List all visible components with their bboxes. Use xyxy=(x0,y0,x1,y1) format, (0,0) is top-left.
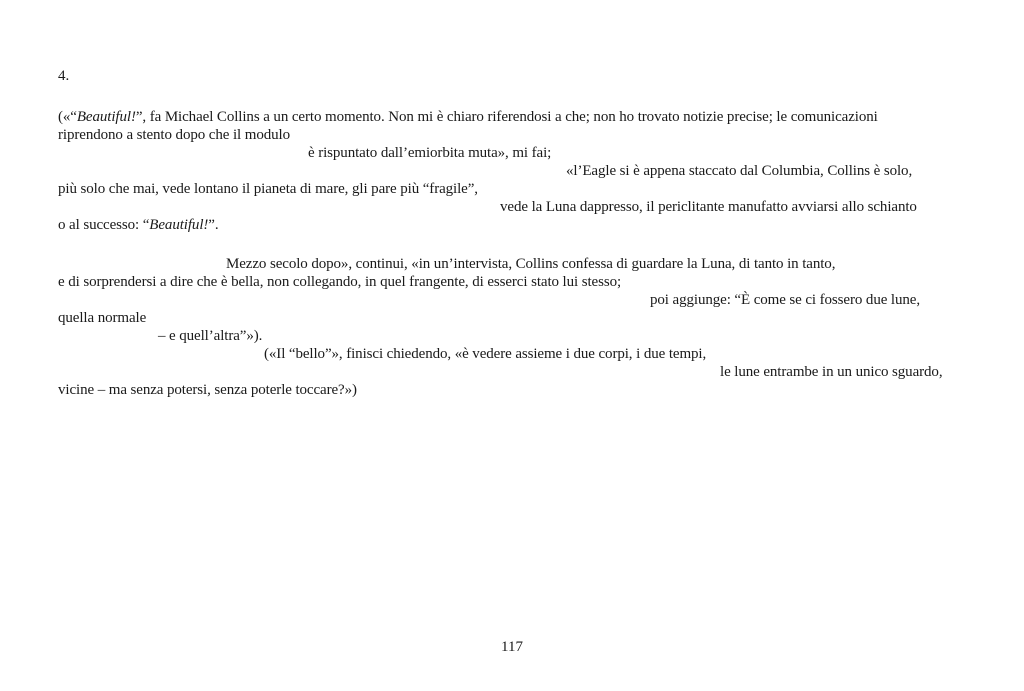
text-run: vicine – ma senza potersi, senza poterle toccare?») xyxy=(58,382,357,398)
text-run: – e quell’altra”»). xyxy=(158,328,263,344)
text-run: o al successo: “ xyxy=(58,217,150,233)
text-line xyxy=(58,381,357,399)
text-line xyxy=(58,108,878,126)
text-run: («Il “bello”», finisci chiedendo, «è vedere assieme i due corpi, i due tempi, xyxy=(264,346,707,362)
text-run: più solo che mai, vede lontano il pianeta di mare, gli pare più “fragile”, xyxy=(58,181,478,197)
text-line xyxy=(226,255,835,273)
text-run: ”, fa Michael Collins a un certo momento. Non mi è chiaro riferendosi a che; non ho trovato notizie precise; le comunicazioni xyxy=(135,109,878,125)
text-run: riprendono a stento dopo che il modulo xyxy=(58,127,290,143)
italic-text: Beautiful! xyxy=(149,217,209,233)
text-line xyxy=(500,198,917,216)
text-line xyxy=(308,144,551,162)
section-number: 4. xyxy=(58,68,70,84)
italic-text: Beautiful! xyxy=(76,109,136,125)
text-line xyxy=(58,180,478,198)
text-run: quella normale xyxy=(58,310,147,326)
text-line xyxy=(58,216,219,234)
page-number: 117 xyxy=(501,639,523,655)
text-run: è rispuntato dall’emiorbita muta», mi fai; xyxy=(308,145,552,161)
text-run: ”. xyxy=(208,217,219,233)
text-line xyxy=(566,162,912,180)
text-line xyxy=(58,126,290,144)
text-line xyxy=(650,291,920,309)
text-run: Mezzo secolo dopo», continui, «in un’intervista, Collins confessa di guardare la Luna, di tanto in tanto, xyxy=(226,256,836,272)
text-run: «l’Eagle si è appena staccato dal Columbia, Collins è solo, xyxy=(566,163,913,179)
text-line xyxy=(720,363,943,381)
text-line xyxy=(58,309,146,327)
text-run: e di sorprendersi a dire che è bella, non collegando, in quel frangente, di esserci stato lui stesso; xyxy=(58,274,622,290)
text-run: le lune entrambe in un unico sguardo, xyxy=(720,364,943,380)
text-run: vede la Luna dappresso, il periclitante manufatto avviarsi allo schianto xyxy=(500,199,917,215)
text-line xyxy=(58,273,621,291)
text-line xyxy=(264,345,706,363)
text-run: («“ xyxy=(58,109,77,125)
text-run: poi aggiunge: “È come se ci fossero due lune, xyxy=(650,292,920,308)
text-line xyxy=(158,327,262,345)
